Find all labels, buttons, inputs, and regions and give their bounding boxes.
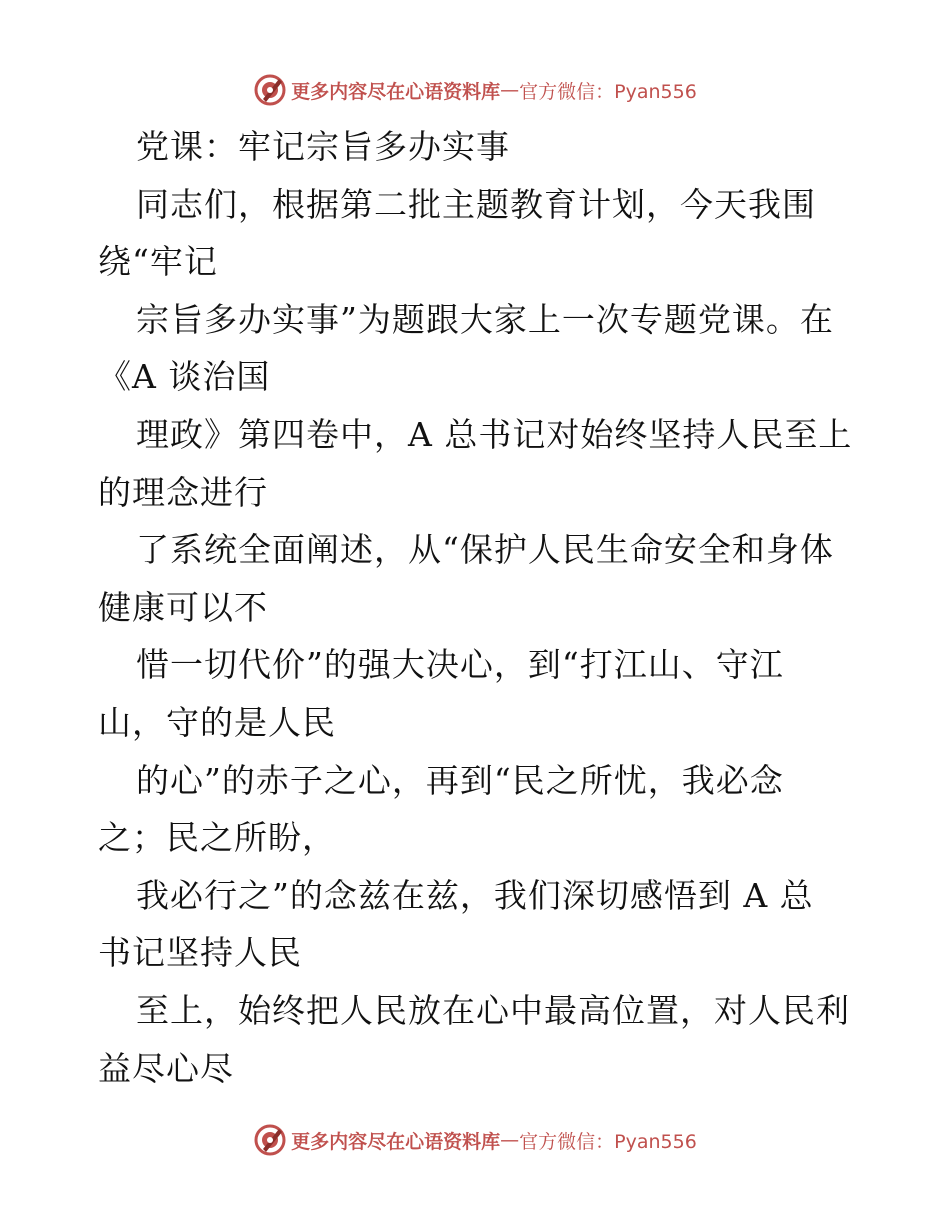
banner-separator: — <box>500 1129 520 1151</box>
paragraph-line: 理政》第四卷中，A 总书记对始终坚持人民至上 <box>136 414 853 454</box>
banner-separator: — <box>500 79 520 101</box>
paragraph-line: 惜一切代价”的强大决心，到“打江山、守江 <box>136 645 784 685</box>
paragraph-line: 之；民之所盼， <box>98 818 336 858</box>
banner-contact: 官方微信：Pyan556 <box>519 80 697 103</box>
paragraph-line: 绕“牢记 <box>98 242 218 282</box>
footer-banner <box>0 1120 950 1160</box>
paragraph-line: 山，守的是人民 <box>98 702 336 742</box>
banner-text: 更多内容尽在心语资料库 <box>291 1130 501 1153</box>
paragraph-line: 健康可以不 <box>98 587 268 627</box>
header-banner <box>0 70 950 110</box>
document-body <box>98 118 878 1097</box>
paragraph-line: 的心”的赤子之心，再到“民之所忧，我必念 <box>136 760 784 800</box>
paragraph-line: 宗旨多办实事”为题跟大家上一次专题党课。在 <box>136 299 834 339</box>
banner-contact: 官方微信：Pyan556 <box>519 1130 697 1153</box>
paragraph-line: 至上，始终把人民放在心中最高位置，对人民利 <box>136 990 850 1030</box>
banner-text: 更多内容尽在心语资料库 <box>291 80 501 103</box>
paragraph-line: 书记坚持人民 <box>98 933 302 973</box>
pen-logo-icon <box>253 73 287 107</box>
paragraph-line: 的理念进行 <box>98 472 268 512</box>
paragraph-line: 《A 谈治国 <box>98 357 271 397</box>
paragraph-line: 益尽心尽 <box>98 1048 234 1088</box>
paragraph-line: 同志们，根据第二批主题教育计划，今天我围 <box>136 184 816 224</box>
paragraph-line: 了系统全面阐述，从“保护人民生命安全和身体 <box>136 530 834 570</box>
pen-logo-icon <box>253 1123 287 1157</box>
document-title: 党课：牢记宗旨多办实事 <box>136 127 510 166</box>
paragraph-line: 我必行之”的念兹在兹，我们深切感悟到 A 总 <box>136 875 814 915</box>
